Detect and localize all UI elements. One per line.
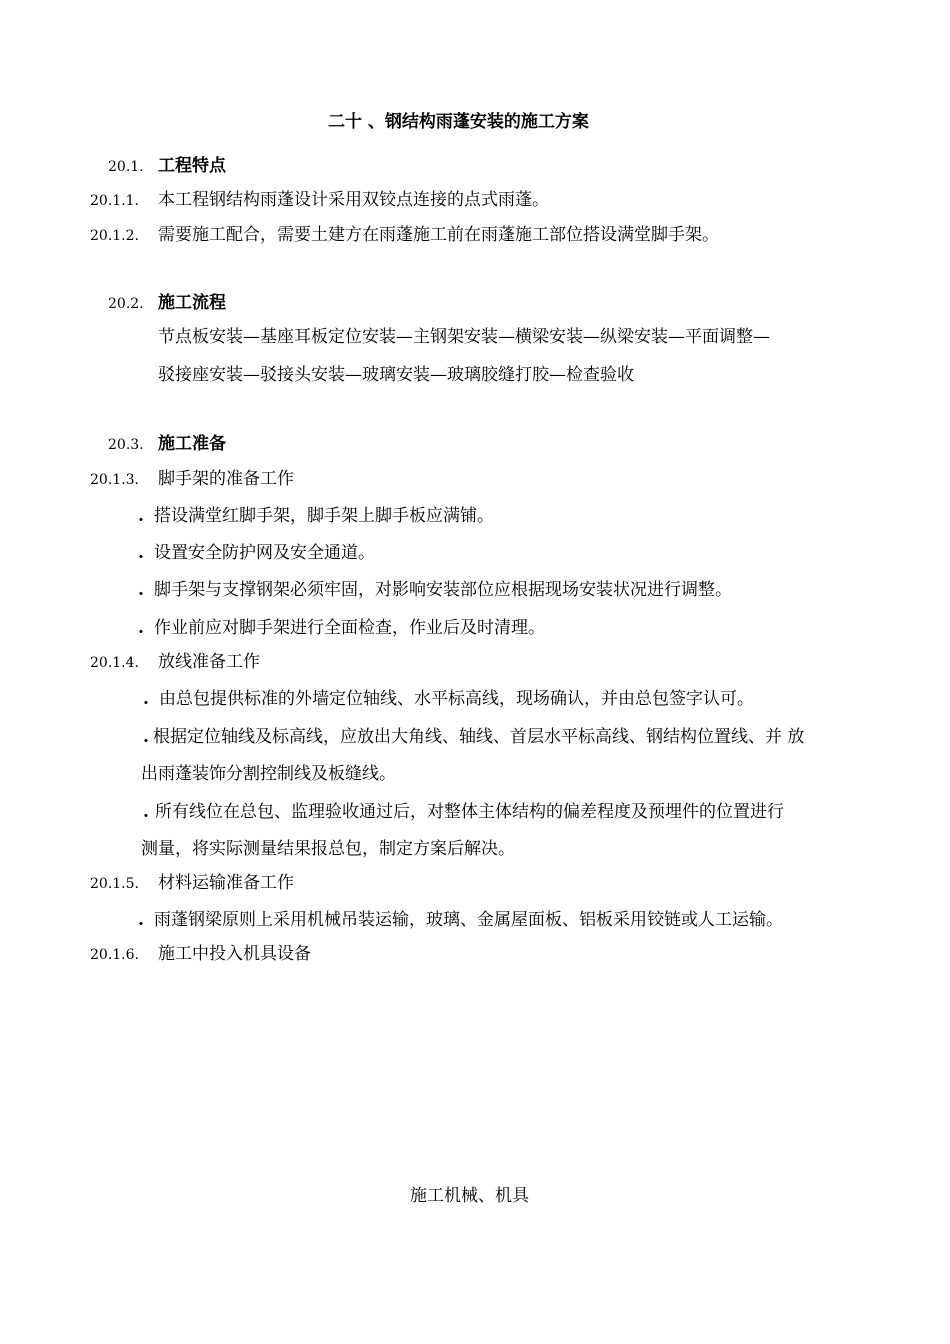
item-number: 20.1.4. <box>90 655 139 671</box>
item-20-1-5 <box>90 872 294 895</box>
bullet-dot: . <box>143 689 149 709</box>
bullet-dot: . <box>143 802 149 822</box>
bullet-text: 由总包提供标准的外墙定位轴线、水平标高线，现场确认，并由总包签字认可。 <box>159 689 754 709</box>
section-heading-20-3 <box>108 433 226 456</box>
section-heading-20-2 <box>108 292 226 315</box>
bullet-text: 根据定位轴线及标高线，应放出大角线、轴线、首层水平标高线、钢结构位置线、并 放 <box>153 727 805 747</box>
item-text: 放线准备工作 <box>158 652 260 672</box>
section-heading-20-1 <box>108 155 226 178</box>
bullet-text: 雨蓬钢梁原则上采用机械吊装运输，玻璃、金属屋面板、铝板采用铰链或人工运输。 <box>154 910 783 930</box>
layout-bullet-2-cont: 出雨蓬装饰分割控制线及板缝线。 <box>141 764 396 784</box>
item-20-1-6 <box>90 943 311 966</box>
item-number: 20.1.6. <box>90 947 139 963</box>
layout-bullet-1 <box>143 688 754 710</box>
flow-line-2: 驳接座安装—驳接头安装—玻璃安装—玻璃胶缝打胶—检查验收 <box>158 365 634 385</box>
transport-bullet <box>138 909 783 931</box>
item-text: 材料运输准备工作 <box>158 873 294 893</box>
section-title: 施工流程 <box>158 293 226 313</box>
table-caption: 施工机械、机具 <box>410 1186 529 1206</box>
bullet-text: 脚手架与支撑钢架必须牢固，对影响安装部位应根据现场安装状况进行调整。 <box>154 580 732 600</box>
bullet-text: 所有线位在总包、监理验收通过后，对整体主体结构的偏差程度及预埋件的位置进行 <box>155 802 784 822</box>
item-20-1-3 <box>90 468 294 491</box>
scaffold-bullet-2 <box>138 542 375 564</box>
item-text: 本工程钢结构雨蓬设计采用双铰点连接的点式雨蓬。 <box>158 190 549 210</box>
item-number: 20.1.3. <box>90 472 139 488</box>
scaffold-bullet-4 <box>138 617 545 639</box>
bullet-dot: . <box>138 543 144 563</box>
page-title: 二十 、钢结构雨蓬安装的施工方案 <box>328 112 589 132</box>
item-number: 20.1.2. <box>90 228 139 244</box>
bullet-text: 作业前应对脚手架进行全面检查，作业后及时清理。 <box>154 618 545 638</box>
scaffold-bullet-3 <box>138 579 732 601</box>
bullet-text: 搭设满堂红脚手架，脚手架上脚手板应满铺。 <box>154 506 494 526</box>
item-number: 20.1.1. <box>90 193 139 209</box>
item-text: 脚手架的准备工作 <box>158 469 294 489</box>
bullet-dot: . <box>138 580 144 600</box>
layout-bullet-3 <box>143 801 784 823</box>
bullet-dot: . <box>143 727 149 747</box>
bullet-text: 设置安全防护网及安全通道。 <box>154 543 375 563</box>
item-20-1-2 <box>90 224 719 247</box>
bullet-dot: . <box>138 618 144 638</box>
layout-bullet-2 <box>143 726 804 748</box>
item-text: 需要施工配合，需要土建方在雨蓬施工前在雨蓬施工部位搭设满堂脚手架。 <box>158 225 719 245</box>
section-number: 20.1. <box>108 159 144 175</box>
bullet-dot: . <box>138 910 144 930</box>
section-title: 工程特点 <box>158 156 226 176</box>
section-title: 施工准备 <box>158 434 226 454</box>
bullet-dot: . <box>138 506 144 526</box>
section-number: 20.3. <box>108 437 144 453</box>
item-text: 施工中投入机具设备 <box>158 944 311 964</box>
item-20-1-1 <box>90 189 549 212</box>
item-number: 20.1.5. <box>90 876 139 892</box>
layout-bullet-3-cont: 测量，将实际测量结果报总包，制定方案后解决。 <box>141 839 515 859</box>
flow-line-1: 节点板安装—基座耳板定位安装—主钢架安装—横梁安装—纵梁安装—平面调整— <box>158 327 770 347</box>
section-number: 20.2. <box>108 296 144 312</box>
scaffold-bullet-1 <box>138 505 494 527</box>
item-20-1-4 <box>90 651 260 674</box>
